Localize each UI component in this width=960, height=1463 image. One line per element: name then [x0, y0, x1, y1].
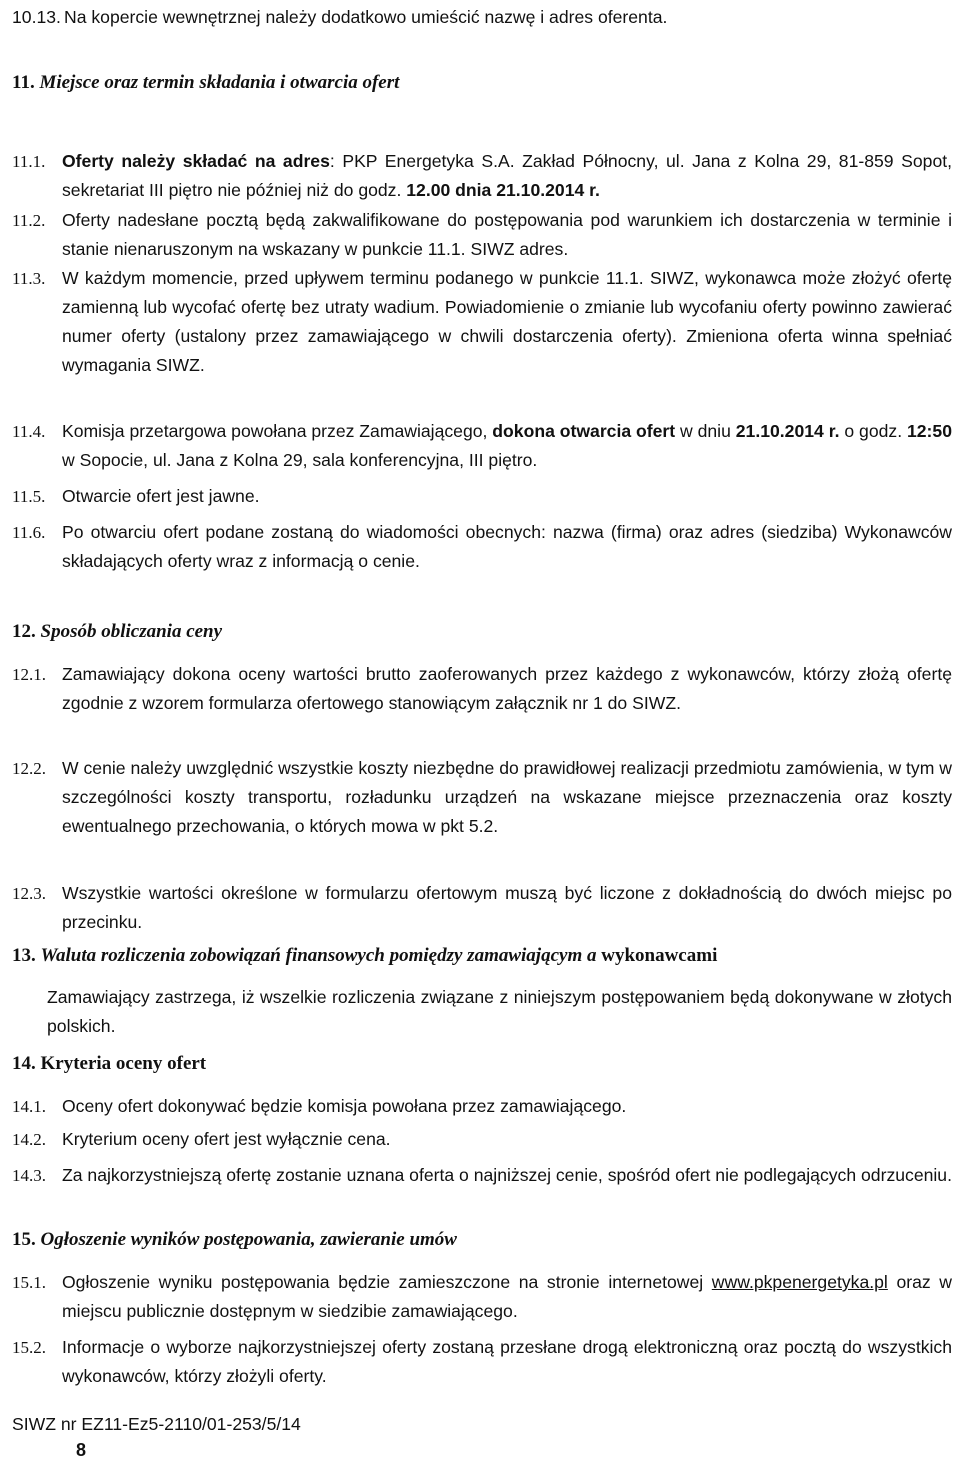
item-14-3: [12, 1161, 952, 1190]
item-text: Oferty należy składać na adres: PKP Energetyka S.A. Zakład Północny, ul. Jana z Kolna 29, 81-859 Sopot, sekretariat III piętro nie później niż do godz. 12.00 dnia 21.10.2014 r.: [62, 151, 953, 200]
item-10-13: [12, 3, 952, 32]
item-text: Otwarcie ofert jest jawne.: [62, 486, 260, 506]
section-title: Sposób obliczania ceny: [40, 621, 223, 642]
item-number: 15.1.: [12, 1273, 46, 1292]
section-number: 11.: [12, 72, 35, 93]
item-number: 11.5.: [12, 487, 46, 506]
item-14-1: [12, 1092, 952, 1121]
item-text: Kryterium oceny ofert jest wyłącznie cena.: [62, 1129, 391, 1149]
item-text: Oferty nadesłane pocztą będą zakwalifikowane do postępowania pod warunkiem ich dostarczenia w terminie i stanie nienaruszonym na wskazany w punkcie 11.1. SIWZ adres.: [62, 210, 952, 259]
deadline: 12.00 dnia 21.10.2014 r.: [406, 180, 600, 200]
bold-phrase: Oferty należy składać na adres: [62, 151, 330, 171]
item-number: 12.1.: [12, 665, 46, 684]
item-12-1: [12, 660, 952, 718]
item-15-1: [12, 1268, 952, 1326]
website-link[interactable]: www.pkpenergetyka.pl: [711, 1272, 888, 1292]
section-title: Ogłoszenie wyników postępowania, zawieranie umów: [40, 1229, 457, 1250]
page-number: 8: [76, 1440, 87, 1460]
item-15-2: [12, 1333, 952, 1391]
item-number: 11.3.: [12, 269, 46, 288]
item-text: Po otwarciu ofert podane zostaną do wiadomości obecnych: nazwa (firma) oraz adres (siedziba) Wykonawców składających oferty wraz z informacją o cenie.: [62, 522, 952, 571]
item-number: 11.4.: [12, 422, 46, 441]
item-12-3: [12, 879, 952, 937]
section-number: 15.: [12, 1229, 36, 1250]
item-text: W każdym momencie, przed upływem terminu podanego w punkcie 11.1. SIWZ, wykonawca może złożyć ofertę zamienną lub wycofać ofertę bez utraty wadium. Powiadomienie o zmianie lub wycofaniu oferty powinno zawierać numer oferty (ustalony przez zamawiającego w chwili dostarczenia oferty). Zmieniona oferta winna spełniać wymagania SIWZ.: [62, 268, 952, 375]
item-text: W cenie należy uwzględnić wszystkie koszty niezbędne do prawidłowej realizacji przedmiotu zamówienia, w tym w szczególności koszty transportu, rozładunku urządzeń na wskazane miejsce przeznaczenia oraz koszty ewentualnego przechowania, o których mowa w pkt 5.2.: [62, 758, 952, 836]
item-11-6: [12, 518, 952, 576]
item-11-5: [12, 482, 952, 511]
section-title: Waluta rozliczenia zobowiązań finansowych pomiędzy zamawiającym a: [40, 945, 597, 966]
item-11-1: [12, 147, 952, 205]
section-heading-11: [12, 70, 399, 96]
item-11-4: [12, 417, 952, 475]
section-heading-15: [12, 1227, 457, 1253]
item-number: 12.2.: [12, 759, 46, 778]
item-12-2: [12, 754, 952, 841]
item-text: Wszystkie wartości określone w formularzu ofertowym muszą być liczone z dokładnością do dwóch miejsc po przecinku.: [62, 883, 952, 932]
item-number: 11.2.: [12, 211, 46, 230]
item-number: 14.1.: [12, 1097, 46, 1116]
section-number: 14.: [12, 1053, 36, 1074]
item-11-3: [12, 264, 952, 380]
item-text: Zamawiający dokona oceny wartości brutto zaoferowanych przez każdego z wykonawców, którzy złożą ofertę zgodnie z wzorem formularza ofertowego stanowiącym załącznik nr 1 do SIWZ.: [62, 664, 952, 713]
item-text: Oceny ofert dokonywać będzie komisja powołana przez zamawiającego.: [62, 1096, 627, 1116]
item-text: Informacje o wyborze najkorzystniejszej oferty zostaną przesłane drogą elektroniczną oraz pocztą do wszystkich wykonawców, którzy złożyli oferty.: [62, 1337, 952, 1386]
item-text: Ogłoszenie wyniku postępowania będzie zamieszczone na stronie internetowej www.pkpenergetyka.pl oraz w miejscu publicznie dostępnym w siedzibie zamawiającego.: [62, 1272, 952, 1321]
section-heading-14: [12, 1051, 206, 1077]
item-text: Komisja przetargowa powołana przez Zamawiającego, dokona otwarcia ofert w dniu 21.10.2014 r. o godz. 12:50 w Sopocie, ul. Jana z Kolna 29, sala konferencyjna, III piętro.: [62, 421, 952, 470]
item-number: 11.6.: [12, 523, 46, 542]
section-heading-12: [12, 619, 222, 645]
section-heading-13: [12, 943, 717, 969]
item-number: 11.1.: [12, 152, 46, 171]
section-title: Miejsce oraz termin składania i otwarcia ofert: [39, 72, 400, 93]
item-number: 14.3.: [12, 1166, 46, 1185]
item-14-2: [12, 1125, 952, 1154]
section-number: 12.: [12, 621, 36, 642]
section-13-text: Zamawiający zastrzega, iż wszelkie rozliczenia związane z niniejszym postępowaniem będą dokonywane w złotych polskich.: [47, 987, 952, 1036]
item-number: 10.13.: [12, 7, 61, 27]
footer-doc-id: SIWZ nr EZ11-Ez5-2110/01-253/5/14: [12, 1414, 301, 1434]
item-text: Na kopercie wewnętrznej należy dodatkowo umieścić nazwę i adres oferenta.: [64, 7, 668, 27]
section-number: 13.: [12, 945, 36, 966]
item-11-2: [12, 206, 952, 264]
item-number: 14.2.: [12, 1130, 46, 1149]
section-title: Kryteria oceny ofert: [40, 1053, 207, 1074]
item-text: Za najkorzystniejszą ofertę zostanie uznana oferta o najniższej cenie, spośród ofert nie podlegających odrzuceniu.: [62, 1165, 952, 1185]
item-number: 15.2.: [12, 1338, 46, 1357]
section-title-suffix: wykonawcami: [601, 945, 718, 966]
item-number: 12.3.: [12, 884, 46, 903]
